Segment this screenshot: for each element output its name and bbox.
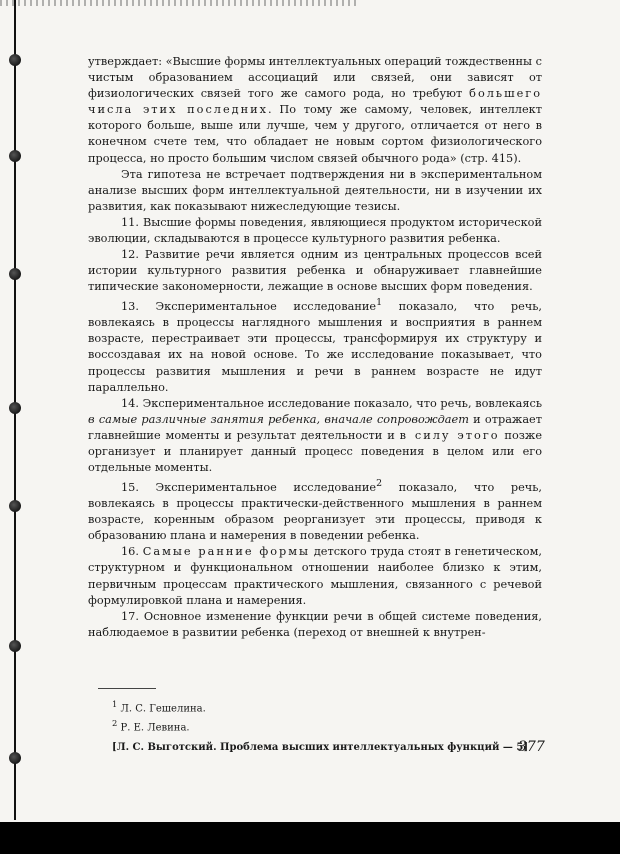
body-text: [88, 54, 542, 641]
footnote-1: $^1$ Л. С. Гешелина.: [112, 699, 206, 715]
paragraph: [88, 476, 542, 544]
binding-bead: [9, 752, 21, 764]
text-run: и отражает главнейшие моменты и результат деятельности и: [88, 412, 542, 442]
binding-bead: [9, 500, 21, 512]
paragraph: [88, 247, 542, 295]
text-run: . По тому же самому, человек, интеллект которого больше, выше или лучше, чем у другого, отличается от него в конечном счете тем, что обладает не новым сортом физиологического процесса, но просто большим числом связей обычного рода» (стр. 415).: [88, 103, 542, 165]
footnote-ref: 1: [376, 297, 383, 309]
paragraph: [88, 295, 542, 395]
binding-bead: [9, 54, 21, 66]
page-binding: [8, 0, 22, 820]
paragraph: [88, 54, 542, 167]
paragraph: [88, 544, 542, 608]
footnotes: [112, 697, 206, 736]
text-run: показало, что речь, вовлекаясь в процессы наглядного мышления и восприятия в раннем возрасте, перестраивает эти процессы, трансформируя их структуру и воссоздавая их на новой основе. То же исследование показывает, что процессы развития мышления и речи в раннем возрасте не идут параллельно.: [88, 300, 542, 394]
binding-bead: [9, 150, 21, 162]
text-run: 11. Высшие формы поведения, являющиеся продуктом исторической эволюции, складываются в процессе культурного развития ребенка.: [88, 215, 542, 246]
footnote-2: $^2$ Р. Е. Левина.: [112, 718, 190, 734]
scan-bottom-band: [0, 822, 620, 854]
paragraph: [88, 396, 542, 476]
scan-edge-noise: [0, 0, 360, 6]
text-run: утверждает: «Высшие формы интеллектуальных операций тождественны с чистым образованием ассоциаций или связей, они зависят от физиологических связей того же самого рода, но требуют: [88, 55, 542, 101]
text-run: Эта гипотеза не встречает подтверждения ни в экспериментальном анализе высших форм интеллектуальной деятельности, ни в изучении их развития, как показывают нижеследующие тезисы.: [88, 167, 542, 213]
paragraph: [88, 609, 542, 641]
text-run: 13. Экспериментальное исследование: [121, 300, 377, 314]
italic-emphasis: в самые различные занятия ребенка, вначале сопровождает: [88, 412, 469, 426]
text-run: 15. Экспериментальное исследование: [121, 480, 377, 494]
page-number: 377: [518, 739, 545, 755]
footnote-ref: 2: [376, 478, 383, 490]
paragraph: [88, 215, 542, 247]
text-run: детского труда стоят в генетическом, структурном и функциональном отношении наиболее близко к этим, первичным процессам практического мышления, связанного с речевой формулировкой плана и намерения.: [88, 545, 542, 607]
text-run: 12. Развитие речи является одним из центральных процессов всей истории культурного развития ребенка и обнаруживает главнейшие типические закономерности, лежащие в основе высших форм поведения.: [88, 248, 542, 294]
spaced-emphasis: Самые ранние формы: [142, 545, 311, 559]
running-head: [Л. С. Выготский. Проблема высших интеллектуальных функций — 5]: [112, 742, 529, 753]
binding-bead: [9, 268, 21, 280]
spaced-emphasis: большего числа этих последних: [88, 87, 542, 117]
footnote-rule: [98, 688, 156, 689]
text-run: 16.: [121, 545, 143, 559]
paragraph: [88, 167, 542, 215]
text-run: 17. Основное изменение функции речи в общей системе поведения, наблюдаемое в развитии ребенка (переход от внешней к внутрен-: [88, 609, 542, 639]
binding-bead: [9, 402, 21, 414]
text-run: показало, что речь, вовлекаясь в процессы практически-действенного мышления в раннем возрасте, коренным образом реорганизует эти процессы, приводя к образованию плана и намерения в поведении ребенка.: [88, 480, 542, 543]
text-run: 14. Экспериментальное исследование показало, что речь, вовлекаясь: [121, 396, 542, 410]
binding-bead: [9, 640, 21, 652]
spaced-emphasis: в силу этого: [399, 428, 500, 442]
text-run: позже организует и планирует данный процесс поведения в целом или его отдельные моменты.: [88, 428, 543, 475]
